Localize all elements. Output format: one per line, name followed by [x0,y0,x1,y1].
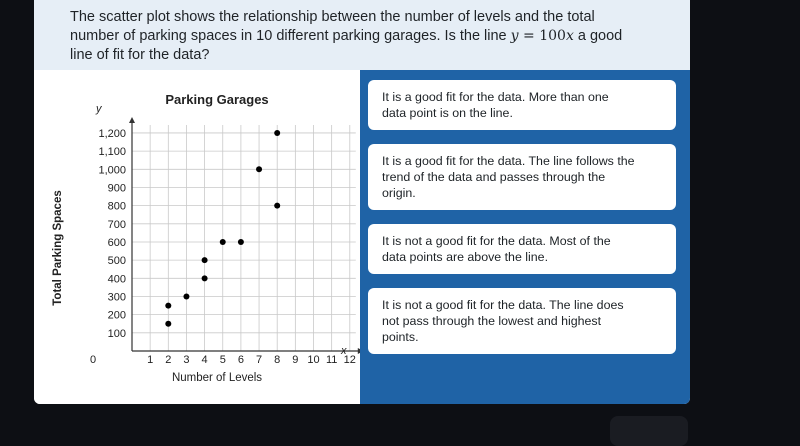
question-line-2 [70,27,674,46]
y-tick-label: 300 [107,291,126,304]
x-tick-label: 6 [237,354,244,366]
x-tick-label: 7 [255,354,263,366]
y-axis-letter: y [96,103,102,115]
chart-title: Parking Garages [165,92,269,107]
choice-2-line-2: trend of the data and passes through the [382,170,606,184]
question-line-2-text: number of parking spaces in 10 different parking garages. Is the line [70,28,511,44]
x-tick-label: 5 [219,354,226,366]
data-point [183,293,189,299]
y-tick-label: 900 [107,182,126,195]
x-axis-letter: x [341,345,347,357]
x-tick-label: 1 [147,354,154,366]
answer-choice-1[interactable] [368,80,676,130]
x-tick-label: 2 [165,354,172,366]
data-point [165,321,171,327]
question-body [34,70,690,404]
y-tick-label: 1,200 [98,127,126,140]
data-point [238,239,244,245]
answer-choice-3[interactable] [368,224,676,274]
x-tick-label: 10 [307,354,320,366]
axis-labels [98,128,355,366]
y-tick-label: 800 [107,200,126,213]
data-point [220,239,226,245]
x-tick-label: 3 [183,354,190,366]
x-tick-label: 8 [274,354,281,366]
data-point [274,203,280,209]
y-tick-label: 700 [107,218,126,231]
choice-4-line-3: points. [382,330,419,344]
grid [132,125,356,351]
equation-x: x [565,28,574,44]
x-tick-label: 4 [201,354,208,366]
choice-4-line-2: not pass through the lowest and highest [382,314,602,328]
data-point [202,275,208,281]
y-axis-title: Total Parking Spaces [52,190,64,306]
answer-choice-2[interactable] [368,144,676,210]
x-axis-title: Number of Levels [171,372,263,384]
y-tick-label: 600 [107,236,126,249]
choice-3-line-1: It is not a good fit for the data. Most of the [382,234,611,248]
y-tick-label: 100 [107,327,126,340]
question-line-3: line of fit for the data? [70,47,210,63]
choice-3-line-2: data points are above the line. [382,250,549,264]
choice-2-line-1: It is a good fit for the data. The line follows the [382,154,635,168]
x-tick-label: 9 [292,354,299,366]
equation-y: y [510,28,519,44]
y-tick-label: 1,000 [98,164,126,177]
x-tick-label: 12 [343,354,356,366]
question-card [34,0,690,404]
bottom-control [610,416,688,446]
equation [511,28,574,44]
choice-1-line-2: data point is on the line. [382,106,513,120]
y-axis-arrow [129,117,135,123]
choice-4-line-1: It is not a good fit for the data. The line does [382,298,624,312]
scatter-plot-panel [34,70,360,404]
x-tick-label: 11 [325,354,338,366]
scatter-plot [34,70,360,404]
origin-label: 0 [89,354,97,366]
data-point [274,130,280,136]
choice-2-line-3: origin. [382,186,416,200]
question-line-2-end: a good [573,28,623,44]
data-point [202,257,208,263]
y-tick-label: 1,100 [98,146,126,159]
data-point [165,303,171,309]
choice-1-line-1: It is a good fit for the data. More than one [382,90,609,104]
equation-coefficient: 100 [539,28,566,44]
axes [129,117,360,354]
data-point [256,166,262,172]
question-line-1: The scatter plot shows the relationship between the number of levels and the total [70,9,595,25]
question-prompt [34,0,690,70]
y-tick-label: 400 [107,273,126,286]
y-tick-label: 200 [107,309,126,322]
y-tick-label: 500 [107,255,126,268]
answer-choice-4[interactable] [368,288,676,354]
answer-choices [360,70,690,404]
equation-equals: = [518,28,540,44]
